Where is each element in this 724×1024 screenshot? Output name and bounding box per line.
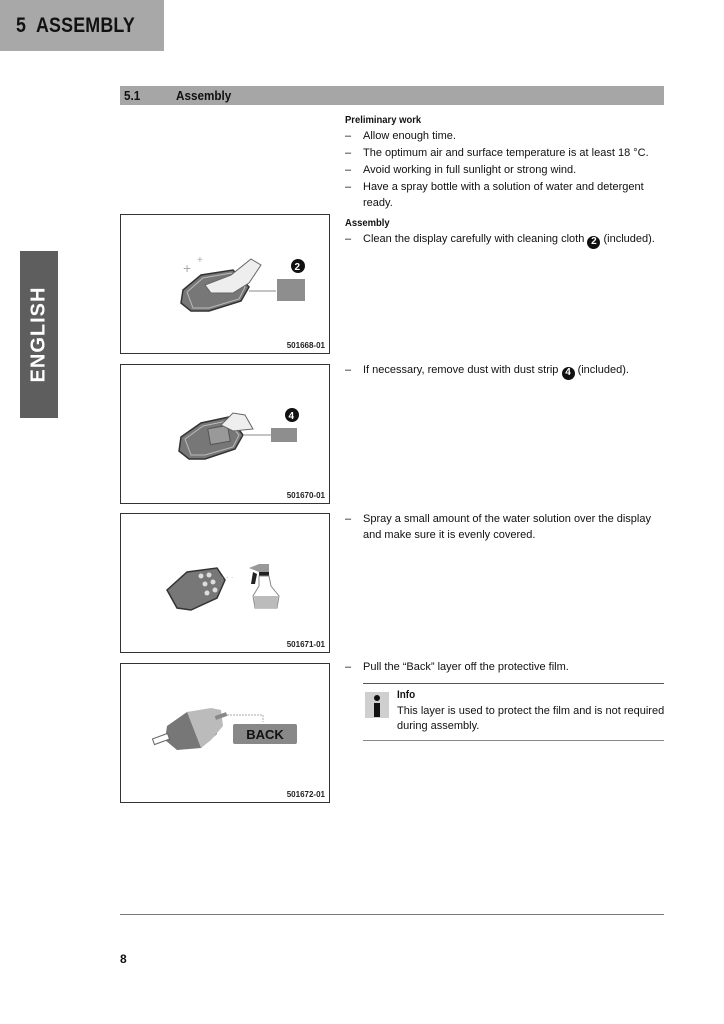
svg-text:· · ·: · · · [221, 573, 234, 582]
info-text: This layer is used to protect the film and is not required during assembly. [397, 705, 665, 732]
svg-text:2: 2 [294, 262, 301, 273]
figure-code: 501670-01 [286, 491, 325, 500]
list-item: – Have a spray bottle with a solution of water and detergent ready. [345, 181, 644, 209]
chapter-number: 5 [16, 13, 27, 37]
list-item: – Avoid working in full sunlight or strong wind. [345, 164, 577, 176]
page-number: 8 [120, 952, 127, 966]
cleaning-cloth-illustration [121, 215, 329, 353]
svg-text:4: 4 [288, 411, 295, 422]
assembly-step-3: – Spray a small amount of the water solution over the display and make sure it is evenly covered. [345, 513, 651, 541]
list-item: – The optimum air and surface temperature is at least 18 °C. [345, 147, 649, 159]
svg-text:+: + [197, 255, 203, 266]
preliminary-work-block [345, 112, 667, 250]
language-tab [20, 251, 58, 418]
figure-code: 501672-01 [286, 790, 325, 799]
dust-strip-illustration [121, 365, 329, 503]
svg-text:BACK: BACK [246, 727, 284, 742]
chapter-title: ASSEMBLY [35, 13, 135, 37]
section-number: 5.1 [124, 88, 141, 103]
language-label: ENGLISH [27, 286, 50, 383]
assembly-heading: Assembly [345, 217, 390, 229]
assembly-step-4: – Pull the “Back” layer off the protective film. [345, 661, 569, 673]
chapter-header [0, 0, 164, 51]
callout-badge: 2 [587, 236, 600, 249]
figure-dust-strip [120, 364, 330, 504]
section-header [120, 86, 664, 105]
preliminary-heading: Preliminary work [345, 114, 422, 126]
info-title: Info [397, 689, 416, 701]
svg-text:+: + [183, 260, 192, 276]
info-icon [365, 692, 389, 718]
figure-code: 501671-01 [286, 640, 325, 649]
figure-spray-bottle [120, 513, 330, 653]
figure-back-layer [120, 663, 330, 803]
assembly-step-1: – Clean the display carefully with cleaning cloth 2 (included). [345, 233, 655, 247]
info-box [363, 683, 664, 741]
figure-code: 501668-01 [286, 341, 325, 350]
back-layer-illustration [121, 664, 329, 802]
spray-bottle-illustration [121, 514, 329, 652]
callout-badge: 4 [562, 367, 575, 380]
footer-divider [120, 914, 664, 915]
assembly-step-2: – If necessary, remove dust with dust strip 4 (included). [345, 364, 629, 378]
section-title: Assembly [176, 88, 232, 103]
list-item: – Allow enough time. [345, 130, 456, 142]
figure-cleaning-cloth [120, 214, 330, 354]
